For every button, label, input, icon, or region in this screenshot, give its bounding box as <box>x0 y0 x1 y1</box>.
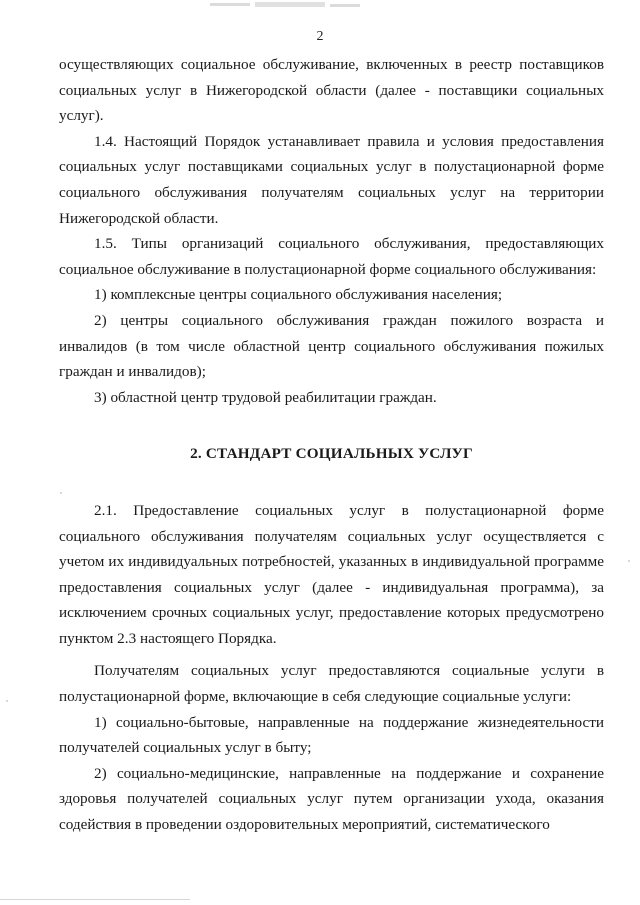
page-number: 2 <box>316 29 324 44</box>
paragraph-1-4: 1.4. Настоящий Порядок устанавливает правила и условия предоставления социальных услуг поставщиками социальных услуг в полустационарной форме социального обслуживания получателям социальных услуг на территории Нижегородской области. <box>59 132 604 227</box>
paragraph-2-1: 2.1. Предоставление социальных услуг в полустационарной форме социального обслуживания получателям социальных услуг осуществляется с учетом их индивидуальных потребностей, указанных в индивидуальной программе предоставления социальных услуг (далее - индивидуальная программа), за исключением срочных социальных услуг, предоставление которых предусмотрено пунктом 2.3 настоящего Порядка. <box>59 501 604 647</box>
section-title: 2. СТАНДАРТ СОЦИАЛЬНЫХ УСЛУГ <box>190 445 473 463</box>
paragraph-1-5: 1.5. Типы организаций социального обслуживания, предоставляющих социальное обслуживание в полустационарной форме социального обслуживания: <box>59 235 604 278</box>
scan-speck <box>628 560 630 562</box>
services-list-item-2: 2) социально-медицинские, направленные на поддержание и сохранение здоровья получателей социальных услуг путем организации ухода, оказания содействия в проведении оздоровительных мероприятий, систематического <box>59 764 604 834</box>
list-item-2: 2) центры социального обслуживания граждан пожилого возраста и инвалидов (в том числе областной центр социального обслуживания пожилых граждан и инвалидов); <box>59 311 604 381</box>
list-item-3: 3) областной центр трудовой реабилитации граждан. <box>94 388 437 406</box>
paragraph-services-intro: Получателям социальных услуг предоставляются социальные услуги в полустационарной форме, включающие в себя следующие социальные услуги: <box>59 662 604 706</box>
paragraph-spacer <box>59 651 604 658</box>
scan-speck <box>6 700 8 702</box>
bottom-scan-line <box>0 899 190 900</box>
list-item-1: 1) комплексные центры социального обслуживания населения; <box>94 286 503 304</box>
document-body <box>59 52 604 838</box>
services-list-item-1: 1) социально-бытовые, направленные на поддержание жизнедеятельности получателей социальных услуг в быту; <box>59 713 604 757</box>
scan-speck <box>60 492 62 494</box>
scan-artifact-mark <box>200 0 380 14</box>
paragraph-continuation: осуществляющих социальное обслуживание, включенных в реестр поставщиков социальных услуг в Нижегородской области (далее - поставщики социальных услуг). <box>59 56 604 125</box>
